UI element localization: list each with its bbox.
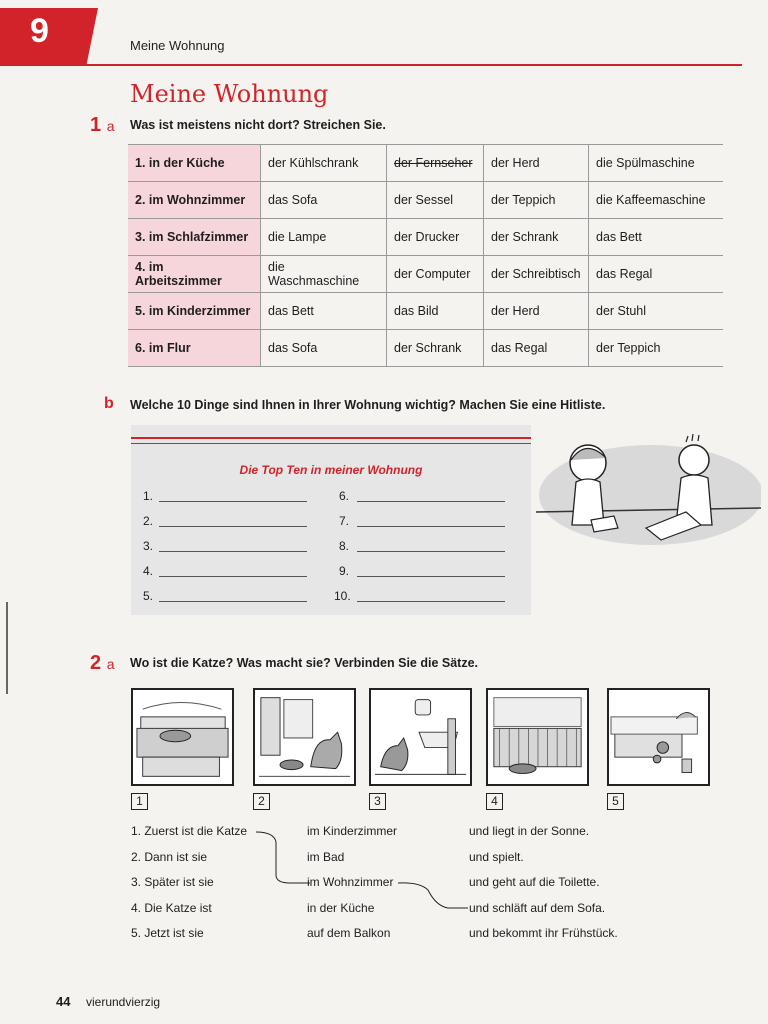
room-cell: 2. im Wohnzimmer <box>128 182 261 219</box>
item-cell[interactable]: der Drucker <box>387 219 484 256</box>
hitlist-answer-line[interactable] <box>159 526 307 527</box>
exercise-1a-number: 1 a <box>90 114 115 136</box>
table-row <box>128 256 723 293</box>
page-title: Meine Wohnung <box>130 80 329 108</box>
cat-picture-living-room <box>131 688 234 786</box>
item-cell[interactable]: das Regal <box>484 330 589 367</box>
item-cell[interactable]: das Sofa <box>261 182 387 219</box>
hitlist-number: 5. <box>143 589 154 603</box>
cat-picture-kitchen <box>253 688 356 786</box>
hitlist-number: 8. <box>339 539 350 553</box>
room-cell: 6. im Flur <box>128 330 261 367</box>
item-cell[interactable]: der Stuhl <box>589 293 724 330</box>
table-row <box>128 293 723 330</box>
item-cell[interactable]: die Waschmaschine <box>261 256 387 293</box>
hitlist-answer-line[interactable] <box>357 526 505 527</box>
list-item: 2. Dann ist sie <box>131 849 208 864</box>
hitlist-answer-line[interactable] <box>159 501 307 502</box>
room-cell: 3. im Schlafzimmer <box>128 219 261 256</box>
hitlist-number: 10. <box>334 589 351 603</box>
running-title: Meine Wohnung <box>130 38 225 53</box>
cat-picture-bathroom <box>369 688 472 786</box>
hitlist-answer-line[interactable] <box>159 601 307 602</box>
header-rule <box>0 64 742 66</box>
hitlist-answer-line[interactable] <box>357 551 505 552</box>
hitlist-answer-line[interactable] <box>357 501 505 502</box>
picture-number: 3 <box>369 793 386 810</box>
picture-number: 2 <box>253 793 270 810</box>
list-item[interactable]: in der Küche <box>307 900 375 915</box>
writing-people-illustration <box>536 430 761 545</box>
item-cell-struck[interactable]: der Fernseher <box>387 145 484 182</box>
item-cell[interactable]: der Sessel <box>387 182 484 219</box>
picture-number: 5 <box>607 793 624 810</box>
activity-options <box>469 819 618 947</box>
cat-picture-balcony <box>486 688 589 786</box>
hitlist-title: Die Top Ten in meiner Wohnung <box>239 463 423 477</box>
item-cell[interactable]: die Lampe <box>261 219 387 256</box>
cat-picture-childrens-room <box>607 688 710 786</box>
hitlist-number: 6. <box>339 489 350 503</box>
item-cell[interactable]: der Herd <box>484 293 589 330</box>
table-row <box>128 330 723 367</box>
list-item[interactable]: auf dem Balkon <box>307 926 391 940</box>
item-cell[interactable]: der Computer <box>387 256 484 293</box>
exercise-1b-instruction: Welche 10 Dinge sind Ihnen in Ihrer Wohnung wichtig? Machen Sie eine Hitliste. <box>130 398 606 412</box>
list-item: 1. Zuerst ist die Katze <box>131 824 248 838</box>
item-cell[interactable]: der Schrank <box>484 219 589 256</box>
hitlist-rule <box>131 437 531 439</box>
picture-number: 4 <box>486 793 503 810</box>
list-item[interactable]: im Kinderzimmer <box>307 824 398 838</box>
list-item[interactable]: und bekommt ihr Frühstück. <box>469 926 618 940</box>
hitlist-answer-line[interactable] <box>357 576 505 577</box>
item-cell[interactable]: das Regal <box>589 256 724 293</box>
item-cell[interactable]: der Teppich <box>484 182 589 219</box>
room-cell: 5. im Kinderzimmer <box>128 293 261 330</box>
list-item[interactable]: und liegt in der Sonne. <box>469 824 590 838</box>
hitlist-number: 3. <box>143 539 154 553</box>
table-row <box>128 182 723 219</box>
list-item: 4. Die Katze ist <box>131 900 212 915</box>
hitlist-number: 7. <box>339 514 350 528</box>
list-item[interactable]: und spielt. <box>469 849 524 864</box>
rooms-table <box>128 144 723 367</box>
item-cell[interactable]: das Bild <box>387 293 484 330</box>
exercise-1b-label: b <box>104 395 114 412</box>
list-item[interactable]: im Wohnzimmer <box>307 875 394 889</box>
hitlist-box <box>131 425 531 615</box>
hitlist-number: 4. <box>143 564 154 578</box>
list-item[interactable]: und geht auf die Toilette. <box>469 875 600 889</box>
exercise-1a-instruction: Was ist meistens nicht dort? Streichen Sie. <box>130 118 386 132</box>
item-cell[interactable]: der Teppich <box>589 330 724 367</box>
exercise-2a-number: 2 a <box>90 652 115 674</box>
table-row <box>128 219 723 256</box>
item-cell[interactable]: die Kaffeemaschine <box>589 182 724 219</box>
list-item[interactable]: und schläft auf dem Sofa. <box>469 900 606 915</box>
page-number: 44 <box>56 994 71 1009</box>
hitlist-answer-line[interactable] <box>159 576 307 577</box>
list-item: 3. Später ist sie <box>131 875 214 889</box>
hitlist-number: 1. <box>143 489 154 503</box>
hitlist-number: 2. <box>143 514 154 528</box>
hitlist-number: 9. <box>339 564 350 578</box>
item-cell[interactable]: der Herd <box>484 145 589 182</box>
item-cell[interactable]: das Sofa <box>261 330 387 367</box>
example-connection-lines <box>250 820 480 920</box>
list-item: 5. Jetzt ist sie <box>131 926 204 940</box>
table-row <box>128 145 723 182</box>
hitlist-answer-line[interactable] <box>159 551 307 552</box>
hitlist-rule <box>131 443 531 444</box>
exercise-2a-instruction: Wo ist die Katze? Was macht sie? Verbinden Sie die Sätze. <box>130 656 479 670</box>
room-cell: 4. im Arbeitszimmer <box>128 256 261 293</box>
hitlist-answer-line[interactable] <box>357 601 505 602</box>
item-cell[interactable]: das Bett <box>261 293 387 330</box>
item-cell[interactable]: der Schreibtisch <box>484 256 589 293</box>
list-item[interactable]: im Bad <box>307 849 345 864</box>
sentence-starts <box>131 819 247 947</box>
chapter-tab <box>0 8 98 66</box>
picture-number: 1 <box>131 793 148 810</box>
room-cell: 1. in der Küche <box>128 145 261 182</box>
page-number-word: vierundvierzig <box>86 995 161 1009</box>
item-cell[interactable]: der Schrank <box>387 330 484 367</box>
item-cell[interactable]: das Bett <box>589 219 724 256</box>
item-cell[interactable]: der Kühlschrank <box>261 145 387 182</box>
chapter-number: 9 <box>30 12 49 50</box>
margin-mark <box>6 602 8 694</box>
item-cell[interactable]: die Spülmaschine <box>589 145 724 182</box>
